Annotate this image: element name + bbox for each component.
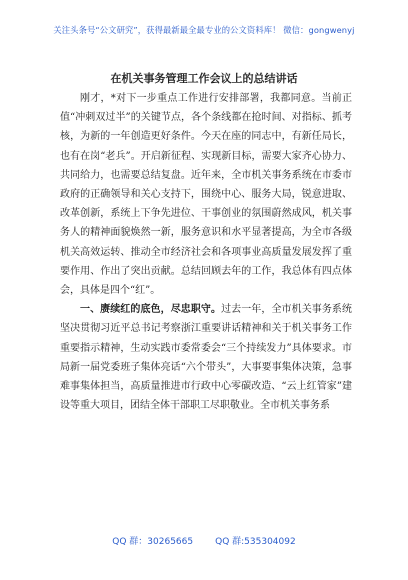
document-title: 在机关事务管理工作会议上的总结讲话 (110, 72, 298, 85)
paragraph-intro: 刚才，*对下一步重点工作进行安排部署，我都同意。当前正值“冲刺双过半”的关键节点，各个条线都在抢时间、对指标、抓考核，为新的一年创造更好条件。今天在座的同志中，有新任局长，也有在岗“老兵”。开启新征程、实现新目标，需要大家齐心协力、共同给力，也需要总结复盘。近年来，全市机关事务系统在市委市政府的正确领导和关心支持下，围绕中心、服务大局，锐意进取、改革创新，系统上下争先进位、干事创业的氛围蔚然成风，机关事务人的精神面貌焕然一新，服务意识和水平显著提高，为全市各级机关高效运转、推动全市经济社会和各项事业高质量发展发挥了重要作用、作出了突出贡献。总结回顾去年的工作，我总体有四点体会，具体是四个“红”。 (60, 93, 352, 297)
section-heading: 一、赓续红的底色，尽忠职守。 (80, 304, 222, 316)
section-text: 过去一年，全市机关事务系统坚决贯彻习近平总书记考察浙江重要讲话精神和关于机关事务工作重要指示精神，生动实践市委常委会“三个持续发力”具体要求。市局新一届党委班子集体亮话“六个带头”，大事要事集体决策，急事难事集体担当，高质量推进市行政中心零碳改造、“云上红管家”建设等重大项目，团结全体干部职工尽职敬业。全市机关事务系 (60, 304, 353, 412)
document-body (60, 89, 352, 415)
footer-contacts (0, 534, 408, 547)
qq-group-1: QQ 群：30265665 (112, 537, 194, 547)
paragraph-section-1 (60, 300, 352, 415)
qq-group-2: QQ 群:535304092 (215, 537, 296, 547)
header-banner: 关注头条号“公文研究”，获得最新最全最专业的公文资料库！ 微信：gongwenyj (53, 25, 355, 35)
